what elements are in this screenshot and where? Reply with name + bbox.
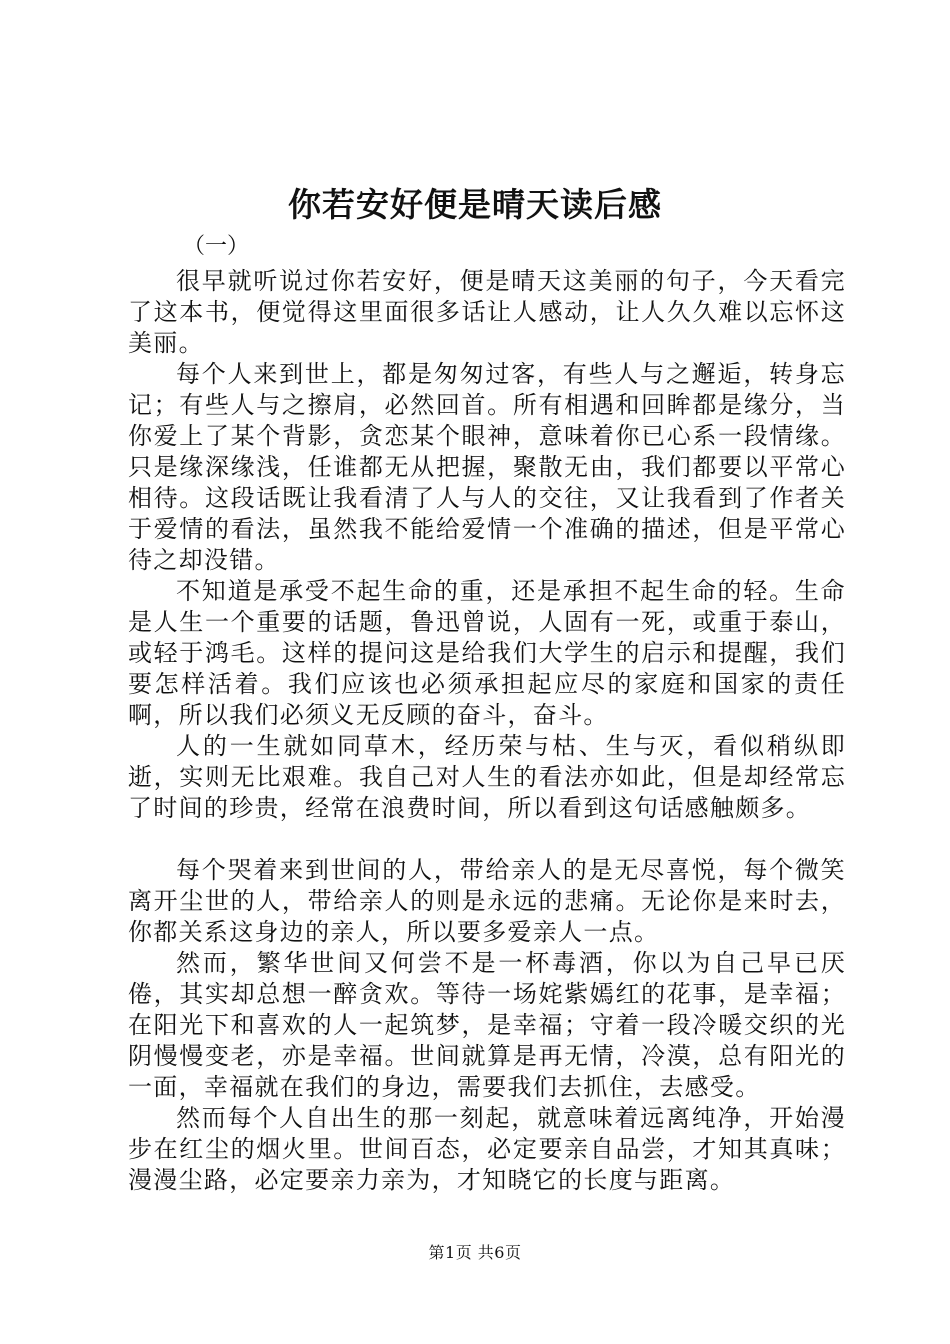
paragraph-7: 然而每个人自出生的那一刻起，就意味着远离纯净，开始漫步在红尘的烟火里。世间百态，必定要亲自品尝，才知其真味；漫漫尘路，必定要亲力亲为，才知晓它的长度与距离。: [128, 1104, 846, 1194]
document-body: [128, 234, 846, 1196]
paragraph-2: 每个人来到世上，都是匆匆过客，有些人与之邂逅，转身忘记；有些人与之擦肩，必然回首。所有相遇和回眸都是缘分，当你爱上了某个背影，贪恋某个眼神，意味着你已心系一段情缘。只是缘深缘浅，任谁都无从把握，聚散无由，我们都要以平常心相待。这段话既让我看清了人与人的交往，又让我看到了作者关于爱情的看法，虽然我不能给爱情一个准确的描述，但是平常心待之却没错。: [128, 360, 846, 574]
document-title: 你若安好便是晴天读后感: [288, 185, 662, 224]
paragraph-4: 人的一生就如同草木，经历荣与枯、生与灭，看似稍纵即逝，实则无比艰难。我自己对人生的看法亦如此，但是却经常忘了时间的珍贵，经常在浪费时间，所以看到这句话感触颇多。: [128, 732, 846, 822]
paragraph-6: 然而，繁华世间又何尝不是一杯毒酒，你以为自己早已厌倦，其实却总想一醉贪欢。等待一场姹紫嫣红的花事，是幸福；在阳光下和喜欢的人一起筑梦，是幸福；守着一段冷暖交织的光阴慢慢变老，亦是幸福。世间就算是再无情，冷漠，总有阳光的一面，幸福就在我们的身边，需要我们去抓住，去感受。: [128, 949, 846, 1101]
paragraph-3: 不知道是承受不起生命的重，还是承担不起生命的轻。生命是人生一个重要的话题，鲁迅曾说，人固有一死，或重于泰山，或轻于鸿毛。这样的提问这是给我们大学生的启示和提醒，我们要怎样活着。我们应该也必须承担起应尽的家庭和国家的责任啊，所以我们必须义无反顾的奋斗，奋斗。: [128, 577, 846, 729]
paragraph-5: 每个哭着来到世间的人，带给亲人的是无尽喜悦，每个微笑离开尘世的人，带给亲人的则是永远的悲痛。无论你是来时去，你都关系这身边的亲人，所以要多爱亲人一点。: [128, 856, 846, 946]
page-footer: 第1页 共6页: [428, 1243, 522, 1262]
section-marker: （一）: [183, 234, 250, 259]
paragraph-1: 很早就听说过你若安好，便是晴天这美丽的句子，今天看完了这本书，便觉得这里面很多话让人感动，让人久久难以忘怀这美丽。: [128, 267, 846, 357]
